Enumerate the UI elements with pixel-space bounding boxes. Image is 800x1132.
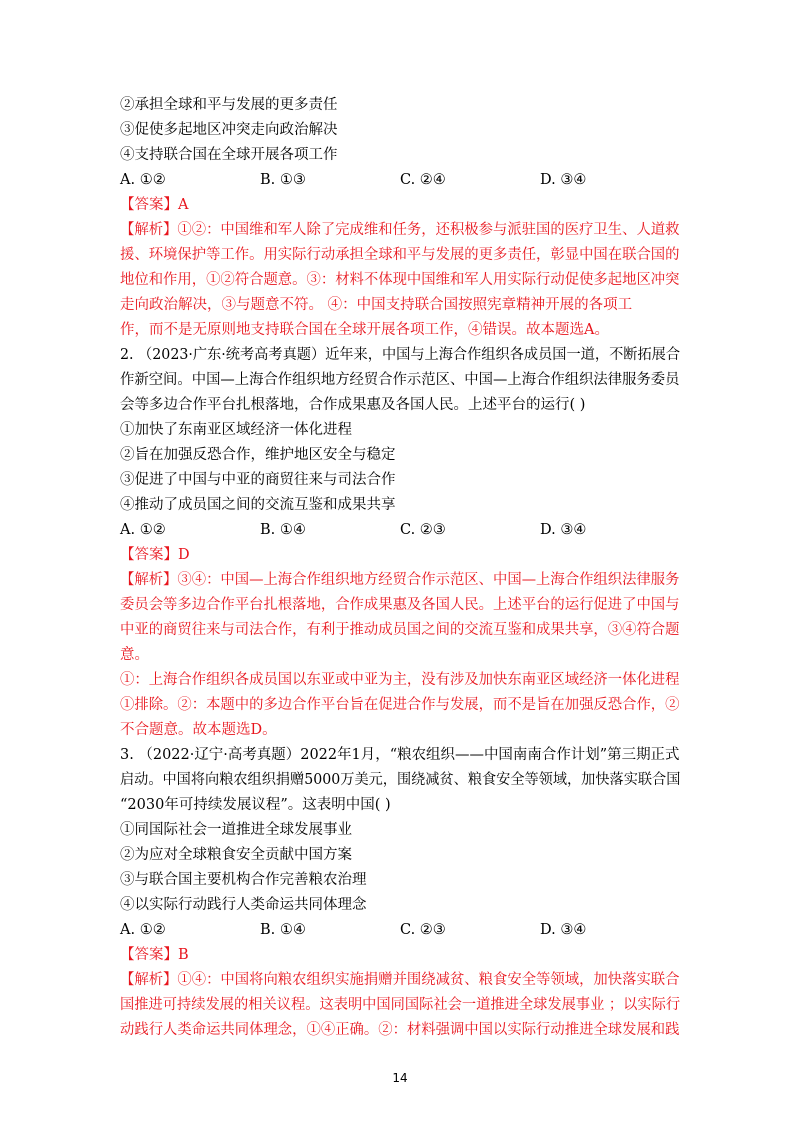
q2-analysis-line: 不合题意。故本题选D。 bbox=[120, 722, 277, 738]
q2-analysis-line: ①排除。②：本题中的多边合作平台旨在促进合作与发展，而不是旨在加强反恐合作，② bbox=[120, 697, 680, 713]
q1-choice-d: D. ③④ bbox=[540, 172, 587, 188]
page-number: 14 bbox=[392, 1071, 408, 1085]
q2-analysis-line: 意。 bbox=[120, 647, 149, 663]
q3-option-2: ②为应对全球粮食安全贡献中国方案 bbox=[120, 847, 352, 863]
q2-option-3: ③促进了中国与中亚的商贸往来与司法合作 bbox=[120, 472, 396, 488]
q2-stem-line: 作新空间。中国—上海合作组织地方经贸合作示范区、中国—上海合作组织法律服务委员 bbox=[120, 372, 680, 388]
q3-choice-d: D. ③④ bbox=[540, 922, 587, 938]
q3-answer: 【答案】B bbox=[120, 947, 189, 963]
q3-stem-line: 启动。中国将向粮农组织捐赠5000万美元，围绕减贫、粮食安全等领域，加快落实联合国 bbox=[120, 772, 681, 788]
q2-stem-line: 会等多边合作平台扎根落地，合作成果惠及各国人民。上述平台的运行( ) bbox=[120, 397, 586, 413]
q2-stem-line: 2. （2023·广东·统考高考真题）近年来，中国与上海合作组织各成员国一道，不断拓展合 bbox=[120, 347, 681, 363]
q3-analysis-line: 国推进可持续发展的相关议程。这表明中国同国际社会一道推进全球发展事业 ；以实际行 bbox=[120, 997, 681, 1013]
q3-choice-c: C. ②③ bbox=[400, 922, 446, 938]
q3-option-4: ④以实际行动践行人类命运共同体理念 bbox=[120, 897, 367, 913]
q2-analysis-line: 委员会等多边合作平台扎根落地，合作成果惠及各国人民。上述平台的运行促进了中国与 bbox=[120, 597, 680, 613]
q1-answer: 【答案】A bbox=[120, 197, 189, 213]
q2-choice-b: B. ①④ bbox=[260, 522, 306, 538]
q2-choice-d: D. ③④ bbox=[540, 522, 587, 538]
q1-choice-c: C. ②④ bbox=[400, 172, 446, 188]
q1-option-2: ②承担全球和平与发展的更多责任 bbox=[120, 97, 338, 113]
q1-analysis-line: 【解析】①②：中国维和军人除了完成维和任务，还积极参与派驻国的医疗卫生、人道救 bbox=[120, 222, 680, 238]
q2-analysis-line: 中亚的商贸往来与司法合作，有利于推动成员国之间的交流互鉴和成果共享，③④符合题 bbox=[120, 622, 680, 638]
q3-stem-line: 3. （2022·辽宁·高考真题）2022年1月，“粮农组织——中国南南合作计划”第三期正式 bbox=[120, 747, 680, 763]
q2-answer: 【答案】D bbox=[120, 547, 190, 563]
q3-stem-line: “2030年可持续发展议程”。这表明中国( ) bbox=[120, 797, 391, 813]
q3-choice-a: A. ①② bbox=[120, 922, 166, 938]
q1-option-4: ④支持联合国在全球开展各项工作 bbox=[120, 147, 338, 163]
q3-choices bbox=[120, 920, 720, 940]
q1-choice-b: B. ①③ bbox=[260, 172, 306, 188]
q2-choices bbox=[120, 520, 720, 540]
q1-choices bbox=[120, 170, 720, 190]
q1-analysis-line: 作，而不是无原则地支持联合国在全球开展各项工作，④错误。故本题选A。 bbox=[120, 322, 609, 338]
q1-analysis-line: 地位和作用，①②符合题意。③：材料不体现中国维和军人用实际行动促使多起地区冲突 bbox=[120, 272, 680, 288]
q3-analysis-line: 【解析】①④：中国将向粮农组织实施捐赠并围绕减贫、粮食安全等领域，加快落实联合 bbox=[120, 972, 680, 988]
q3-choice-b: B. ①④ bbox=[260, 922, 306, 938]
q3-analysis-line: 动践行人类命运共同体理念，①④正确。②：材料强调中国以实际行动推进全球发展和践 bbox=[120, 1022, 680, 1038]
q2-option-4: ④推动了成员国之间的交流互鉴和成果共享 bbox=[120, 497, 396, 513]
q3-option-3: ③与联合国主要机构合作完善粮农治理 bbox=[120, 872, 367, 888]
q1-choice-a: A. ①② bbox=[120, 172, 166, 188]
q2-analysis-line: ①：上海合作组织各成员国以东亚或中亚为主，没有涉及加快东南亚区域经济一体化进程 bbox=[120, 672, 680, 688]
q2-choice-a: A. ①② bbox=[120, 522, 166, 538]
q2-option-2: ②旨在加强反恐合作，维护地区安全与稳定 bbox=[120, 447, 396, 463]
q2-analysis-line: 【解析】③④：中国—上海合作组织地方经贸合作示范区、中国—上海合作组织法律服务 bbox=[120, 572, 680, 588]
q1-analysis-line: 援、环境保护等工作。用实际行动承担全球和平与发展的更多责任，彰显中国在联合国的 bbox=[120, 247, 680, 263]
q1-option-3: ③促使多起地区冲突走向政治解决 bbox=[120, 122, 338, 138]
q3-option-1: ①同国际社会一道推进全球发展事业 bbox=[120, 822, 352, 838]
q1-analysis-line: 走向政治解决，③与题意不符。 ④：中国支持联合国按照宪章精神开展的各项工 bbox=[120, 297, 633, 313]
q2-option-1: ①加快了东南亚区域经济一体化进程 bbox=[120, 422, 352, 438]
q2-choice-c: C. ②③ bbox=[400, 522, 446, 538]
